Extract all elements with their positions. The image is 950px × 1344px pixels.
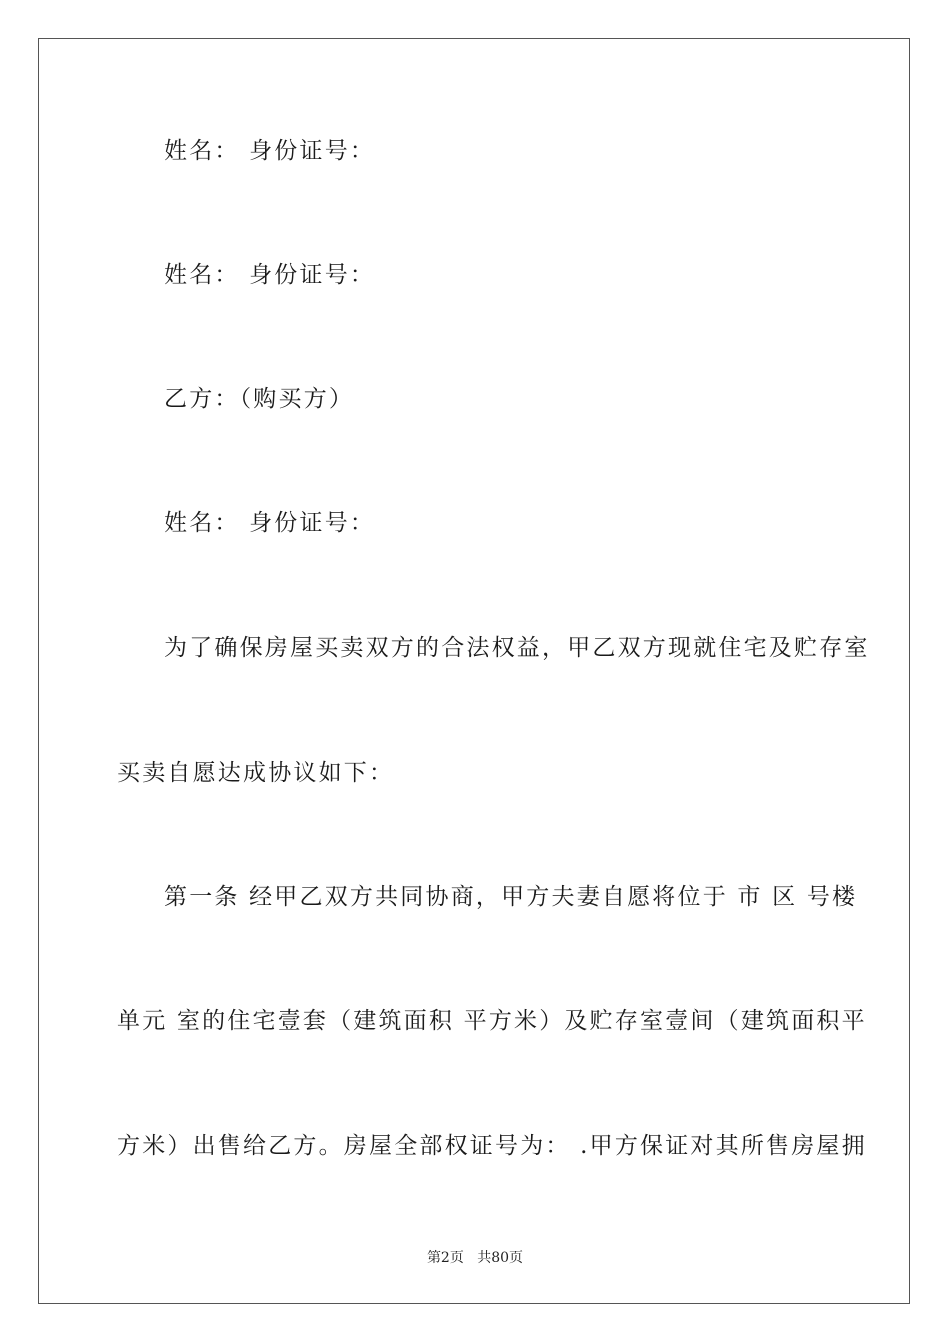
paragraph-intro-line-2: 买卖自愿达成协议如下： (117, 760, 395, 786)
article-one-line-1: 第一条 经甲乙双方共同协商，甲方夫妻自愿将位于 市 区 号楼 (164, 884, 858, 910)
article-one-line-2: 单元 室的住宅壹套（建筑面积 平方米）及贮存室壹间（建筑面积平 (117, 1008, 867, 1034)
buyer-name-id-line: 姓名： 身份证号： (164, 510, 376, 536)
page-border (38, 38, 910, 1304)
page-footer (0, 1247, 950, 1267)
paragraph-intro-line-1: 为了确保房屋买卖双方的合法权益，甲乙双方现就住宅及贮存室 (164, 635, 870, 661)
seller-name-id-line-2: 姓名： 身份证号： (164, 262, 376, 288)
page-total: 共80页 (477, 1250, 524, 1266)
seller-name-id-line-1: 姓名： 身份证号： (164, 138, 376, 164)
buyer-party-heading: 乙方：（购买方） (164, 386, 355, 412)
article-one-line-3: 方米）出售给乙方。房屋全部权证号为： .甲方保证对其所售房屋拥 (117, 1133, 867, 1159)
page-number: 第2页 (426, 1250, 464, 1266)
